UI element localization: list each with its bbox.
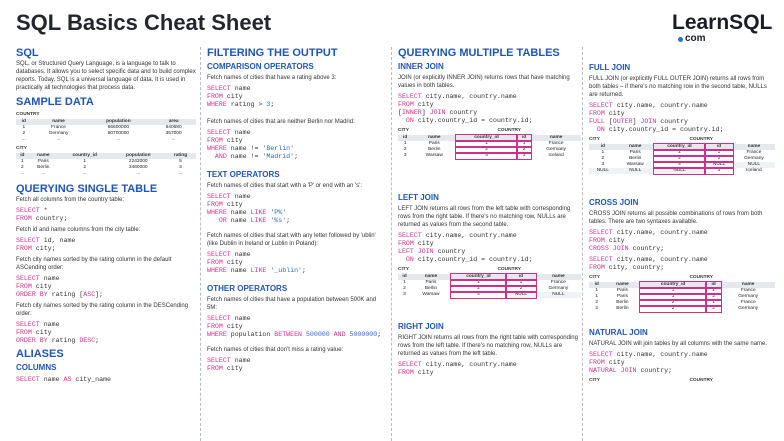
- table-cell: 1: [456, 141, 517, 147]
- right-join-description: RIGHT JOIN returns all rows from the right table with corresponding rows from the left table. If there's no matching row, NULLs are returned as values from the left table.: [398, 335, 578, 357]
- column-header: name: [412, 135, 456, 141]
- column-header: area: [151, 119, 196, 125]
- table-cell: 3: [403, 153, 407, 158]
- code-block[interactable]: SELECT name FROM city ORDER BY rating DESC;: [16, 321, 100, 344]
- table-cell: 1: [640, 294, 706, 300]
- table-cell: 1: [403, 141, 407, 146]
- page-title: SQL Basics Cheat Sheet: [16, 10, 272, 35]
- table-cell: 2: [517, 147, 531, 153]
- table-cell: 2: [22, 131, 26, 136]
- f1-description: Fetch names of cities that have a rating above 3:: [207, 75, 337, 81]
- table-cell: ...: [116, 137, 121, 142]
- table-cell: 1: [706, 288, 721, 294]
- table-cell: Paris: [616, 288, 628, 293]
- table-cell: ...: [82, 171, 87, 176]
- table-cell: Paris: [428, 141, 440, 146]
- table-cell: 3: [517, 153, 531, 159]
- left-join-description: LEFT JOIN returns all rows from the left table with corresponding rows from the right table. If there's no matching row, NULLs are returned as values from the second table.: [398, 206, 571, 228]
- section-filtering-heading: FILTERING THE OUTPUT: [207, 47, 338, 59]
- section-querying-single-table-heading: QUERYING SINGLE TABLE: [16, 183, 158, 195]
- column-header: country_id: [451, 274, 506, 280]
- other-operators-subheading: OTHER OPERATORS: [207, 284, 288, 293]
- table-cell: 2: [83, 165, 87, 170]
- table-cell: France: [550, 280, 566, 285]
- table-cell: 1: [706, 300, 721, 306]
- table-cell: 4: [654, 162, 705, 168]
- country-sample-table: [16, 119, 196, 143]
- table-cell: ...: [21, 137, 26, 142]
- table-cell: Warsaw: [422, 292, 440, 297]
- table-cell: 1: [451, 280, 506, 286]
- column-header: name: [617, 144, 654, 150]
- column-header: population: [85, 119, 151, 125]
- table-cell: 2: [640, 306, 706, 312]
- column-header: id: [16, 119, 32, 125]
- column-header: id: [705, 144, 733, 150]
- column-header: id: [706, 282, 721, 288]
- q4-description: Fetch city names sorted by the rating column in the DESCending order:: [16, 303, 189, 317]
- table-cell: 2: [640, 300, 706, 306]
- table-cell: 2: [20, 165, 24, 170]
- column-header: name: [29, 153, 58, 159]
- table-cell: Paris: [425, 280, 437, 285]
- table-cell: 2: [706, 306, 721, 312]
- inner-join-subheading: INNER JOIN: [398, 62, 444, 71]
- table-cell: 1: [705, 150, 733, 156]
- table-cell: France: [548, 141, 564, 146]
- join-table-labels: CITY COUNTRY: [589, 378, 713, 383]
- table-cell: Warsaw: [626, 162, 644, 167]
- join-table-labels: CITY COUNTRY: [398, 128, 521, 133]
- table-cell: Iceland: [746, 168, 762, 173]
- table-cell: 1: [595, 294, 599, 299]
- code-block[interactable]: SELECT city.name, country.name FROM city LEFT JOIN country ON city.country_id = country.id;: [398, 232, 533, 263]
- table-cell: NULL: [506, 292, 536, 298]
- table-cell: France: [740, 300, 756, 305]
- q3-description: Fetch city names sorted by the rating column in the default ASCending order:: [16, 257, 172, 271]
- table-cell: Paris: [629, 150, 641, 155]
- table-cell: Germany: [546, 147, 566, 152]
- table-cell: Germany: [548, 286, 569, 291]
- column-header: id: [589, 282, 604, 288]
- code-block[interactable]: SELECT city.name, country.name FROM city: [398, 361, 517, 376]
- table-row: [16, 137, 196, 143]
- logo-dot-icon: [678, 37, 683, 42]
- code-block[interactable]: SELECT city.name, country.name FROM city FULL [OUTER] JOIN country ON city.country_id = country.id;: [589, 102, 724, 133]
- right-join-subheading: RIGHT JOIN: [398, 322, 444, 331]
- comparison-operators-subheading: COMPARISON OPERATORS: [207, 62, 314, 71]
- table-cell: 3: [705, 168, 733, 174]
- logo-text: LearnSQL: [672, 11, 773, 34]
- section-querying-multiple-tables-heading: QUERYING MULTIPLE TABLES: [398, 47, 560, 59]
- table-cell: 2: [705, 156, 733, 162]
- table-cell: 1: [517, 141, 531, 147]
- table-cell: 3: [403, 292, 406, 297]
- table-cell: 80700000: [107, 131, 130, 136]
- t2-description: Fetch names of cities that start with any letter followed by 'ublin' (like Dublin in Ireland or Lublin in Poland):: [207, 233, 376, 247]
- table-cell: Berlin: [424, 286, 438, 291]
- table-cell: 1: [22, 125, 26, 130]
- columns-subheading: COLUMNS: [16, 363, 57, 372]
- table-cell: 2: [451, 286, 506, 292]
- table-cell: 2: [595, 300, 599, 305]
- code-block[interactable]: SELECT city.name, country.name FROM city [INNER] JOIN country ON city.country_id = country.id;: [398, 93, 533, 124]
- table-cell: NULL: [733, 162, 775, 168]
- column-multiple-tables: [398, 47, 581, 441]
- code-block[interactable]: SELECT city.name, country.name FROM city CROSS JOIN country;: [589, 229, 708, 252]
- column-divider: [200, 47, 201, 441]
- table-cell: 2: [706, 294, 721, 300]
- join-table-labels: CITY COUNTRY: [589, 137, 713, 142]
- table-cell: 2: [654, 156, 705, 162]
- table-cell: Berlin: [616, 306, 629, 311]
- code-block[interactable]: SELECT name AS city_name: [16, 376, 111, 383]
- cross-join-table: [589, 282, 775, 312]
- table-cell: Iceland: [548, 153, 564, 158]
- table-cell: Berlin: [629, 156, 642, 161]
- table-cell: 2: [601, 156, 605, 161]
- section-sample-data-heading: SAMPLE DATA: [16, 96, 94, 108]
- code-block[interactable]: SELECT name FROM city WHERE name != 'Berlin' AND name != 'Madrid';: [207, 129, 299, 160]
- table-cell: 1: [595, 288, 599, 293]
- sql-description: SQL, or Structured Query Language, is a language to talk to databases. It allows you to select specific data and to build complex reports. Today, SQL is a universal language of data. It is used in practically all technologies that process data.: [16, 61, 196, 91]
- table-cell: ...: [20, 171, 25, 176]
- column-header: id: [517, 135, 531, 141]
- city-table-label: CITY: [16, 146, 27, 151]
- code-block[interactable]: SELECT name FROM city WHERE name LIKE 'P%' OR name LIKE '%s';: [207, 193, 291, 224]
- column-divider: [391, 47, 392, 441]
- natural-join-description: NATURAL JOIN will join tables by all columns with the same name.: [589, 341, 768, 347]
- table-cell: 1: [654, 150, 705, 156]
- column-header: country_id: [58, 153, 112, 159]
- table-cell: 3: [601, 162, 605, 167]
- column-joins: [589, 47, 775, 441]
- column-header: name: [536, 274, 581, 280]
- table-cell: NULL: [536, 292, 581, 298]
- table-cell: 3460000: [128, 165, 148, 170]
- table-cell: 2243000: [128, 159, 148, 164]
- city-sample-table: [16, 153, 196, 177]
- table-cell: 1: [83, 159, 87, 164]
- table-cell: 1: [403, 280, 406, 285]
- o2-description: Fetch names of cities that don't miss a rating value:: [207, 347, 344, 353]
- table-cell: Berlin: [616, 300, 629, 305]
- table-cell: Paris: [616, 294, 628, 299]
- table-cell: Warsaw: [425, 153, 443, 158]
- table-cell: France: [746, 150, 762, 155]
- table-cell: NULL: [617, 168, 654, 174]
- column-header: population: [112, 153, 166, 159]
- column-header: id: [589, 144, 617, 150]
- table-cell: 1: [601, 150, 605, 155]
- code-block[interactable]: SELECT name FROM city ORDER BY rating [ASC];: [16, 275, 104, 298]
- left-join-subheading: LEFT JOIN: [398, 193, 439, 202]
- table-cell: NULL: [705, 162, 733, 168]
- code-block[interactable]: SELECT name FROM city WHERE name LIKE '_ublin';: [207, 251, 306, 274]
- table-cell: 4: [456, 153, 517, 159]
- table-cell: France: [740, 288, 756, 293]
- table-cell: 1: [506, 280, 536, 286]
- learnsql-logo[interactable]: [672, 12, 772, 45]
- section-sql-heading: SQL: [16, 47, 39, 59]
- table-cell: Germany: [738, 294, 759, 299]
- t1-description: Fetch names of cities that start with a 'P' or end with an 's':: [207, 183, 362, 189]
- table-cell: 66600000: [107, 125, 130, 130]
- code-block[interactable]: SELECT city.name, country.name FROM city NATURAL JOIN country;: [589, 351, 708, 374]
- table-cell: ...: [178, 171, 183, 176]
- column-header: name: [721, 282, 775, 288]
- logo-domain: com: [678, 33, 772, 45]
- code-block[interactable]: SELECT name FROM city WHERE population BETWEEN 500000 AND 5000000;: [207, 315, 382, 338]
- column-divider: [582, 47, 583, 441]
- table-cell: Germany: [48, 131, 69, 136]
- table-cell: 2: [595, 306, 599, 311]
- table-cell: France: [51, 125, 66, 130]
- inner-join-table: [398, 135, 581, 159]
- join-table-labels: CITY COUNTRY: [398, 267, 521, 272]
- table-cell: NULL: [654, 168, 705, 174]
- column-header: country_id: [640, 282, 706, 288]
- text-operators-subheading: TEXT OPERATORS: [207, 170, 280, 179]
- table-cell: 5: [179, 159, 182, 164]
- code-block[interactable]: SELECT id, name FROM city;: [16, 237, 76, 252]
- left-join-table: [398, 274, 581, 298]
- table-cell: 4: [451, 292, 506, 298]
- cross-join-subheading: CROSS JOIN: [589, 198, 639, 207]
- q1-description: Fetch all columns from the country table:: [16, 197, 125, 203]
- table-cell: Germany: [738, 306, 759, 311]
- country-table-label: COUNTRY: [16, 112, 40, 117]
- full-join-description: FULL JOIN (or explicitly FULL OUTER JOIN) returns all rows from both tables – if there's no matching row in the second table, NULLs are returned.: [589, 76, 767, 98]
- table-cell: 3: [179, 165, 182, 170]
- code-block[interactable]: SELECT * FROM country;: [16, 207, 68, 222]
- column-header: rating: [165, 153, 196, 159]
- table-cell: ...: [171, 137, 176, 142]
- column-basics: [16, 47, 196, 441]
- join-table-labels: CITY COUNTRY: [589, 275, 713, 280]
- table-cell: 2: [403, 286, 406, 291]
- table-cell: ...: [136, 171, 141, 176]
- table-cell: 2: [403, 147, 407, 152]
- column-header: name: [604, 282, 640, 288]
- table-cell: Berlin: [428, 147, 441, 152]
- table-cell: 2: [456, 147, 517, 153]
- table-cell: ...: [41, 171, 46, 176]
- table-cell: 1: [640, 288, 706, 294]
- code-block[interactable]: SELECT city.name, country.name FROM city, country;: [589, 256, 708, 271]
- column-header: id: [506, 274, 536, 280]
- column-header: id: [16, 153, 29, 159]
- full-join-subheading: FULL JOIN: [589, 63, 631, 72]
- code-block[interactable]: SELECT name FROM city: [207, 357, 251, 372]
- column-header: name: [733, 144, 775, 150]
- table-cell: ...: [56, 137, 61, 142]
- f2-description: Fetch names of cities that are neither Berlin nor Madrid:: [207, 119, 355, 125]
- column-header: country_id: [654, 144, 705, 150]
- natural-join-subheading: NATURAL JOIN: [589, 328, 648, 337]
- column-header: country_id: [456, 135, 517, 141]
- table-cell: 2: [506, 286, 536, 292]
- column-header: name: [411, 274, 451, 280]
- table-cell: Paris: [37, 159, 49, 164]
- section-aliases-heading: ALIASES: [16, 348, 64, 360]
- full-join-table: [589, 144, 775, 174]
- table-cell: 640680: [165, 125, 182, 130]
- q2-description: Fetch id and name columns from the city table:: [16, 227, 141, 233]
- table-cell: 1: [20, 159, 24, 164]
- column-header: id: [398, 274, 411, 280]
- o1-description: Fetch names of cities that have a population between 500K and 5M:: [207, 297, 377, 311]
- table-cell: Germany: [744, 156, 764, 161]
- table-cell: 357000: [165, 131, 182, 136]
- column-header: name: [531, 135, 581, 141]
- cross-join-description: CROSS JOIN returns all possible combinations of rows from both tables. There are two syntaxes available.: [589, 211, 763, 225]
- column-filtering: [207, 47, 385, 441]
- table-cell: Berlin: [37, 165, 50, 170]
- table-cell: NULL: [589, 168, 617, 174]
- code-block[interactable]: SELECT name FROM city WHERE rating > 3;: [207, 85, 275, 108]
- column-header: id: [398, 135, 412, 141]
- column-header: name: [32, 119, 86, 125]
- inner-join-description: JOIN (or explicitly INNER JOIN) returns rows that have matching values in both tables.: [398, 75, 570, 89]
